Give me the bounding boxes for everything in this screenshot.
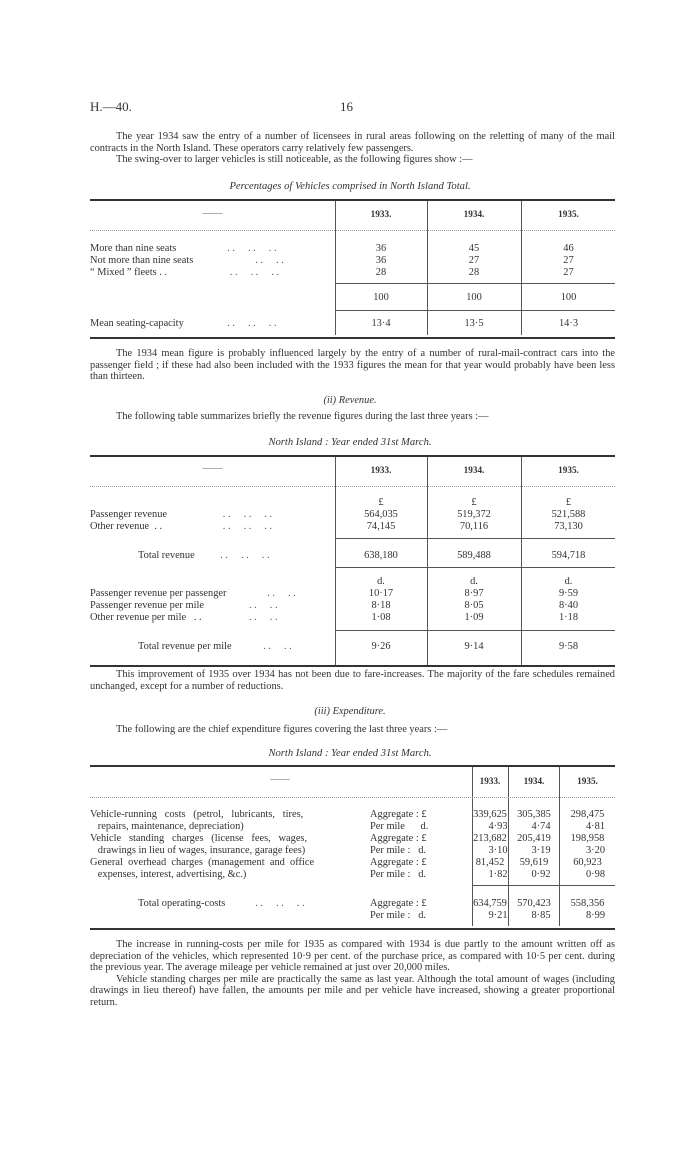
section-revenue-intro: The following table summarizes briefly the revenue figures during the last three years :— [116, 411, 489, 422]
paragraph-improvement: This improvement of 1935 over 1934 has not been due to fare-increases. The majority of the fare schedules remained unchanged, except for a number of reductions. [90, 669, 615, 692]
table3-divider-3b [559, 892, 560, 926]
table3-cell: 4·74 [531, 821, 551, 832]
table1-col-1934: 1934. [463, 209, 485, 219]
intro-paragraph-2: The swing-over to larger vehicles is still noticeable, as the following figures show :— [116, 154, 473, 166]
table2-row-leader: . . . . [262, 588, 296, 599]
table3-total-key: Per mile : d. [370, 910, 426, 921]
table3-row-label: General overhead charges (management and office [90, 857, 315, 868]
table2-row-label: Other revenue per mile . . [90, 612, 202, 623]
table1-stub-header: —— [202, 208, 223, 219]
intro-paragraphs [90, 131, 615, 166]
table1-row-label: More than nine seats [90, 243, 177, 254]
table3-col-1933: 1933. [479, 776, 501, 786]
table3-cell: 305,385 [517, 809, 551, 820]
table3-cell: 339,625 [473, 809, 507, 820]
table2-total-leader: . . . . [258, 641, 292, 652]
table3-total-leader: . . . . . . [250, 898, 305, 909]
table3-header-rule [90, 797, 615, 798]
table3-bottom-rule [90, 928, 615, 930]
table1-cell: 36 [375, 255, 387, 266]
table2-unit: d. [564, 576, 573, 587]
table1-sum-rule-2 [335, 310, 615, 311]
closing-paragraphs [90, 939, 615, 1009]
table3-total-label: Total operating-costs [138, 898, 226, 909]
paragraph-running-costs: The increase in running-costs per mile for 1935 as compared with 1934 is due partly to the amount written off as depreciation of the vehicles, which represented 10·9 per cent. of the purchase price, as compared with 10·5 per cent. during the previous year. The average mileage per vehicle remained at just over 20,000 miles. [90, 939, 615, 974]
table3-total-cell: 570,423 [517, 898, 551, 909]
table1-col-1935: 1935. [558, 209, 579, 219]
table1-row-label: “ Mixed ” fleets . . [90, 267, 168, 278]
table2-row-label: Passenger revenue [90, 509, 168, 520]
report-reference: H.—40. [90, 99, 132, 114]
table3-row-label-cont: expenses, interest, advertising, &c.) [90, 869, 247, 880]
table1-row-leader: . . . . . . [222, 243, 277, 254]
table1-top-rule [90, 199, 615, 201]
table2-unit: £ [378, 497, 384, 508]
paragraph-standing-charges: Vehicle standing charges per mile are practically the same as last year. Although the total amount of wages (including drawings in lieu thereof) have fallen, the amounts per mile and per vehicle have increased, showing a greater proportional return. [90, 973, 615, 1008]
table1-mean-cell: 13·5 [464, 318, 484, 329]
table1-cell: 27 [563, 267, 574, 278]
paragraph-mean-figure: The 1934 mean figure is probably influenced largely by the entry of a number of rural-mail-contract cars into the passenger field ; if these had also been included with the 1933 figures the mean for that year would probably have been less than thirteen. [90, 348, 615, 383]
table2-header-rule [90, 486, 615, 487]
table3-row-label: Vehicle standing charges (license fees, wages, [90, 833, 308, 844]
table3-divider-2b [508, 892, 509, 926]
table2-row-leader: . . . . [236, 612, 278, 623]
section-expenditure-heading: (iii) Expenditure. [314, 706, 386, 717]
table1-mean-leader: . . . . . . [222, 318, 277, 329]
table3-total-cell: 634,759 [473, 898, 507, 909]
table2-unit: d. [377, 576, 385, 587]
table2-cell: 74,145 [366, 521, 396, 532]
table1-cell: 27 [468, 255, 480, 266]
table3-row-label-cont: repairs, maintenance, depreciation) [90, 821, 244, 832]
table3-cell: 205,419 [517, 833, 551, 844]
table3-col-1935: 1935. [577, 776, 598, 786]
page-number: 16 [340, 99, 353, 114]
table2-sum-rule-2 [335, 567, 615, 568]
table3-cell: 3·19 [531, 845, 551, 856]
table1-cell: 28 [375, 267, 387, 278]
table3-cell: 4·93 [488, 821, 508, 832]
table2-stub-header: —— [202, 463, 223, 474]
table2-unit: d. [470, 576, 478, 587]
table2-row-label: Other revenue . . [90, 521, 163, 532]
table1-total: 100 [466, 292, 482, 303]
table2-sum-rule-3 [335, 630, 615, 631]
table3-row-key: Aggregate : £ [370, 809, 427, 820]
table3-cell: 59,619 [519, 857, 549, 868]
table2-total-leader: . . . . . . [215, 550, 270, 561]
table2-row-leader: . . . . . . [215, 509, 273, 520]
table2-cell: 73,130 [554, 521, 583, 532]
table2-total-label: Total revenue [138, 550, 195, 561]
table2-cell: 10·17 [368, 588, 394, 599]
table3-row-label: Vehicle-running costs (petrol, lubricants, tires, [90, 809, 304, 820]
table3-row-label-cont: drawings in lieu of wages, insurance, garage fees) [90, 845, 306, 856]
table2-sum-rule [335, 538, 615, 539]
table1-col-1933: 1933. [370, 209, 392, 219]
table1-header-rule [90, 230, 615, 231]
table1-bottom-rule [90, 337, 615, 339]
table1-total: 100 [560, 292, 577, 303]
table2-cell: 1·18 [558, 612, 579, 623]
table2-unit: £ [471, 497, 477, 508]
table1-mean-cell: 14·3 [558, 318, 579, 329]
table2-row-leader: . . . . [236, 600, 278, 611]
table1-total: 100 [373, 292, 389, 303]
table1-cell: 28 [468, 267, 480, 278]
table2-unit: £ [565, 497, 572, 508]
table3-cell: 81,452 [475, 857, 505, 868]
table1-cell: 36 [375, 243, 387, 254]
table2-cell: 8·05 [464, 600, 484, 611]
table1-cell: 45 [468, 243, 480, 254]
table3-row-key: Aggregate : £ [370, 857, 427, 868]
table3-cell: 3·20 [585, 845, 606, 856]
table2-row-leader: . . . . . . [215, 521, 273, 532]
table1-row-leader: . . . . [250, 255, 284, 266]
table1-mean-label: Mean seating-capacity [90, 318, 184, 329]
table3-total-cell: 8·85 [531, 910, 551, 921]
table2-cell: 8·18 [371, 600, 391, 611]
table2-bottom-rule [90, 665, 615, 667]
table2-cell: 1·09 [464, 612, 484, 623]
table3-divider-1b [472, 892, 473, 926]
table2-total-cell: 9·58 [558, 641, 579, 652]
table3-total-cell: 8·99 [585, 910, 606, 921]
table3-cell: 213,682 [473, 833, 507, 844]
table2-row-label: Passenger revenue per mile [90, 600, 204, 611]
table2-cell: 8·40 [558, 600, 579, 611]
table3-cell: 0·98 [585, 869, 606, 880]
table1-cell: 46 [563, 243, 574, 254]
table1-caption: Percentages of Vehicles comprised in North Island Total. [229, 181, 471, 192]
table3-total-cell: 9·21 [488, 910, 508, 921]
table2-cell: 70,116 [459, 521, 489, 532]
table3-stub-header: —— [270, 774, 290, 785]
intro-paragraph-1: The year 1934 saw the entry of a number of licensees in rural areas following on the reletting of many of the mail contracts in the North Island. These operators carry relatively few passengers. [90, 131, 615, 154]
table2-total-cell: 9·26 [371, 641, 391, 652]
table2-col-1934: 1934. [463, 465, 485, 475]
table2-cell: 564,035 [364, 509, 398, 520]
table3-cell: 3·10 [488, 845, 508, 856]
table2-total-cell: 589,488 [457, 550, 491, 561]
table2-cell: 1·08 [371, 612, 391, 623]
table3-total-key: Aggregate : £ [370, 898, 427, 909]
table3-cell: 298,475 [570, 809, 605, 820]
table1-mean-cell: 13·4 [371, 318, 391, 329]
table2-total-cell: 594,718 [551, 550, 586, 561]
table3-sum-rule [472, 885, 615, 886]
section-revenue-heading: (ii) Revenue. [323, 395, 377, 406]
table3-total-cell: 558,356 [570, 898, 605, 909]
table2-row-label: Passenger revenue per passenger [90, 588, 227, 599]
table2-col-1933: 1933. [370, 465, 392, 475]
table3-cell: 198,958 [570, 833, 605, 844]
table2-cell: 519,372 [457, 509, 491, 520]
table3-col-1934: 1934. [523, 776, 545, 786]
table3-row-key: Per mile : d. [370, 845, 426, 856]
table3-top-rule [90, 765, 615, 767]
table3-row-key: Aggregate : £ [370, 833, 427, 844]
table1-cell: 27 [563, 255, 574, 266]
table3-cell: 60,923 [573, 857, 602, 868]
table1-sum-rule [335, 283, 615, 284]
table2-caption: North Island : Year ended 31st March. [268, 437, 432, 448]
table2-cell: 521,588 [551, 509, 586, 520]
table3-cell: 4·81 [585, 821, 606, 832]
table2-col-1935: 1935. [558, 465, 579, 475]
table2-total-cell: 9·14 [464, 641, 484, 652]
table2-total-label: Total revenue per mile [138, 641, 232, 652]
table3-row-key: Per mile : d. [370, 869, 426, 880]
table2-cell: 8·97 [464, 588, 484, 599]
table3-cell: 1·82 [488, 869, 508, 880]
table3-caption: North Island : Year ended 31st March. [268, 748, 432, 759]
table2-cell: 9·59 [558, 588, 579, 599]
table1-row-leader: . . . . . . [222, 267, 280, 278]
table1-row-label: Not more than nine seats [90, 255, 194, 266]
table2-top-rule [90, 455, 615, 457]
table2-total-cell: 638,180 [364, 550, 398, 561]
table3-cell: 0·92 [531, 869, 551, 880]
section-expenditure-intro: The following are the chief expenditure figures covering the last three years :— [116, 724, 448, 735]
table3-row-key: Per mile d. [370, 821, 429, 832]
